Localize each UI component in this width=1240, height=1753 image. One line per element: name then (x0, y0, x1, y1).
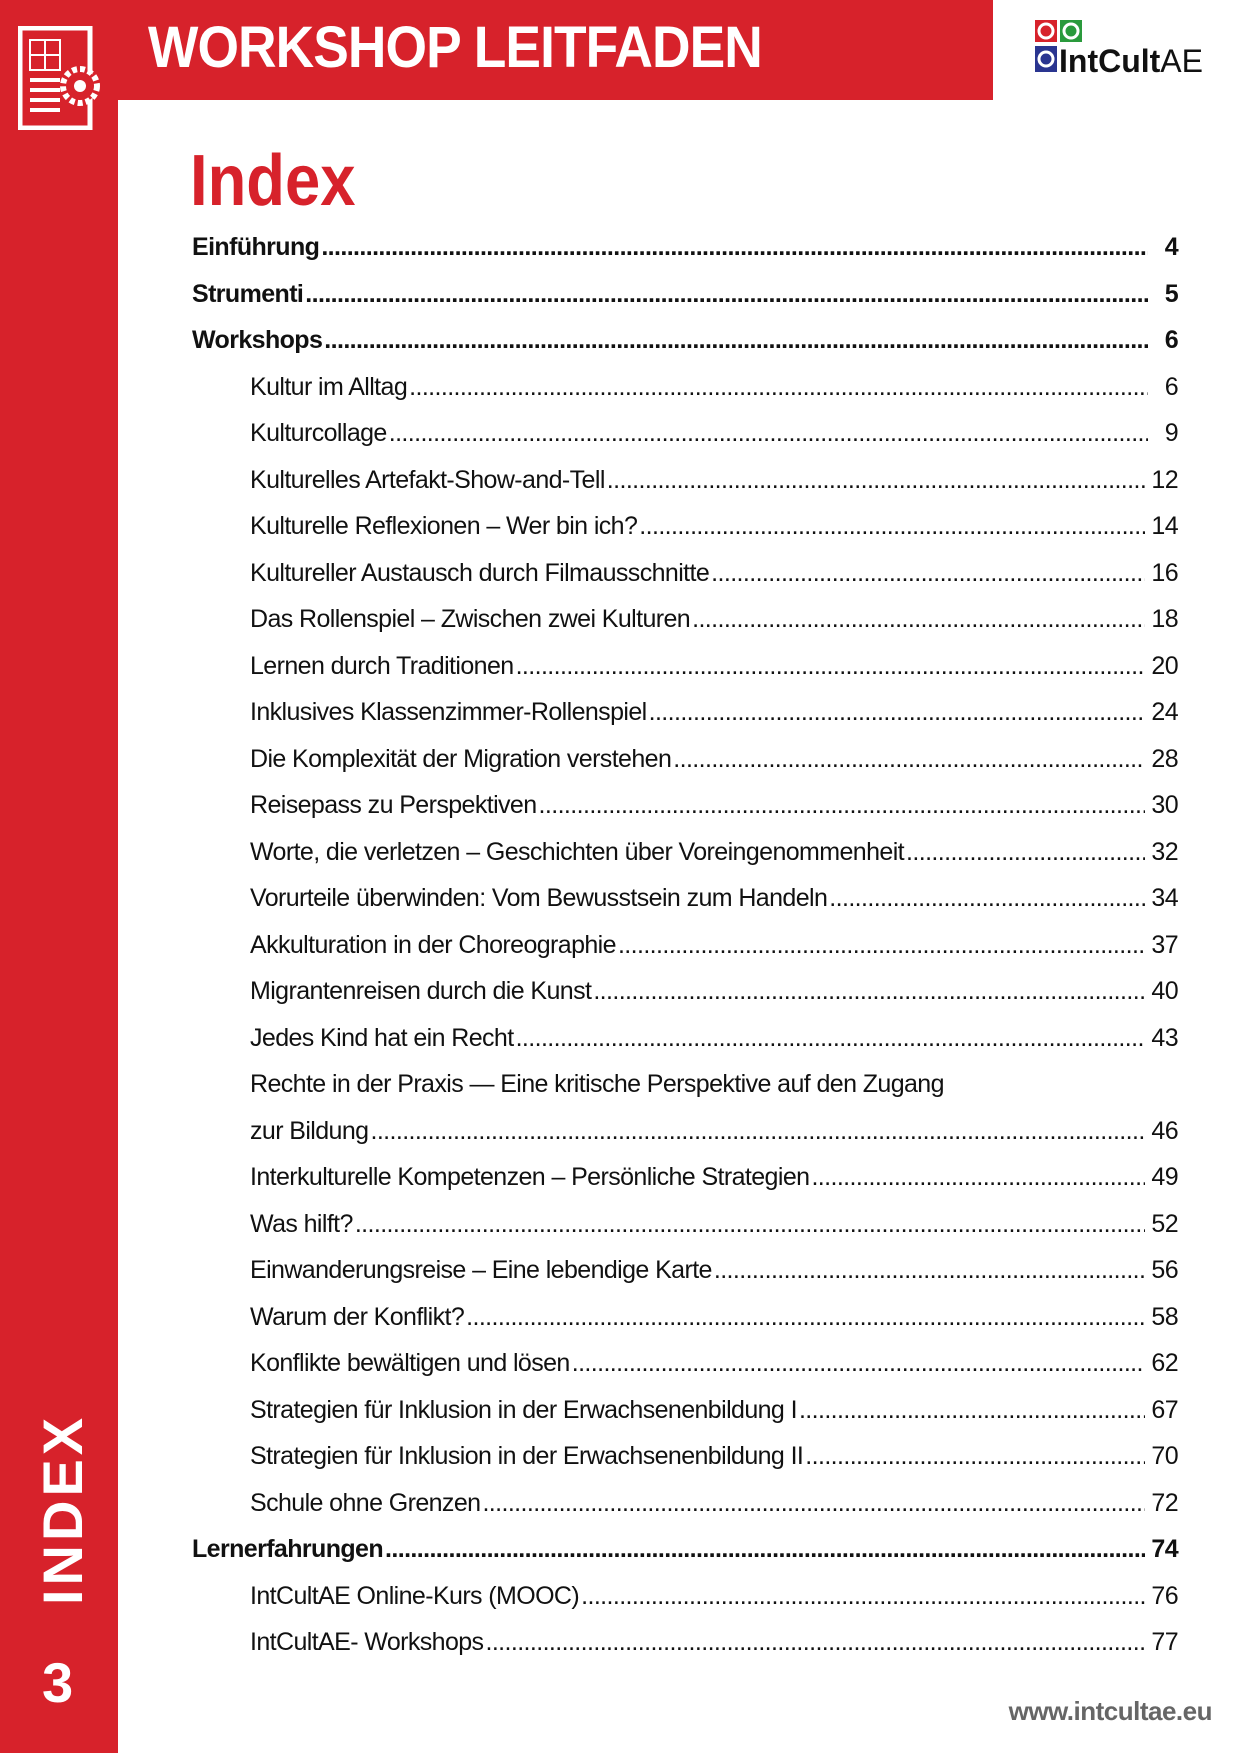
toc-entry-label: IntCultAE- Workshops (250, 1628, 484, 1656)
toc-entry[interactable] (192, 605, 1178, 652)
dot-leader (581, 1582, 1145, 1611)
toc-entry-label: Inklusives Klassenzimmer-Rollenspiel (250, 698, 647, 726)
toc-entry[interactable] (192, 1303, 1178, 1350)
dot-leader (321, 233, 1148, 262)
dot-leader (639, 512, 1145, 541)
toc-entry[interactable] (192, 280, 1178, 327)
toc-entry-label: Konflikte bewältigen und lösen (250, 1349, 570, 1377)
dot-leader (593, 977, 1145, 1006)
toc-entry-page: 70 (1151, 1442, 1178, 1470)
toc-entry-page: 52 (1151, 1209, 1178, 1238)
toc-entry[interactable] (192, 233, 1178, 280)
toc-entry-label: Reisepass zu Perspektiven (250, 791, 537, 819)
toc-entry-page: 49 (1151, 1163, 1178, 1191)
toc-entry-label: Lernerfahrungen (192, 1535, 384, 1563)
toc-entry[interactable] (192, 1535, 1178, 1582)
toc-entry-page: 18 (1151, 605, 1178, 633)
toc-entry-page: 62 (1151, 1349, 1178, 1377)
toc-entry-label: Jedes Kind hat ein Recht (250, 1023, 514, 1052)
toc-entry-page: 12 (1151, 465, 1178, 494)
toc-entry-label: Kultur im Alltag (250, 372, 408, 401)
toc-entry[interactable] (192, 1256, 1178, 1303)
toc-entry[interactable] (192, 1396, 1178, 1443)
toc-entry-label: Was hilft? (250, 1209, 353, 1238)
toc-entry-label: Kulturcollage (250, 419, 387, 447)
toc-entry-page: 9 (1164, 419, 1178, 447)
toc-entry-page: 6 (1164, 372, 1178, 401)
toc-entry[interactable] (192, 1582, 1178, 1629)
dot-leader (370, 1117, 1145, 1146)
dot-leader (409, 373, 1148, 402)
side-label: INDEX (31, 1413, 94, 1605)
toc-entry[interactable] (192, 373, 1178, 420)
dot-leader (692, 605, 1145, 634)
toc-entry-label: Warum der Konflikt? (250, 1302, 465, 1331)
toc-entry[interactable] (192, 466, 1178, 513)
toc-entry[interactable] (192, 931, 1178, 978)
toc-entry-page: 20 (1151, 651, 1178, 680)
toc-entry[interactable] (192, 1163, 1178, 1210)
dot-leader (829, 884, 1145, 913)
toc-entry-page: 67 (1151, 1395, 1178, 1424)
dot-leader (485, 1628, 1145, 1657)
toc-entry-label: Worte, die verletzen – Geschichten über Voreingenommenheit (250, 837, 905, 866)
dot-leader (572, 1349, 1146, 1378)
toc-entry-page: 37 (1151, 930, 1178, 959)
toc-entry-label: Die Komplexität der Migration verstehen (250, 744, 672, 773)
dot-leader (618, 931, 1145, 960)
toc-entry[interactable] (192, 559, 1178, 606)
toc-entry-label: Kulturelle Reflexionen – Wer bin ich? (250, 512, 638, 540)
website-link[interactable]: www.intcultae.eu (1008, 1696, 1212, 1726)
dot-leader (607, 466, 1146, 495)
toc-entry-page: 5 (1164, 279, 1178, 308)
dot-leader (389, 419, 1148, 448)
toc-entry-page: 43 (1151, 1023, 1178, 1052)
dot-leader (385, 1535, 1145, 1564)
toc-entry[interactable] (192, 326, 1178, 373)
dot-leader (516, 1024, 1146, 1053)
toc-entry[interactable] (192, 512, 1178, 559)
toc-entry[interactable] (192, 977, 1178, 1024)
toc-entry[interactable] (192, 419, 1178, 466)
toc-entry-page: 40 (1151, 977, 1178, 1005)
toc-entry-label: Strumenti (192, 279, 304, 308)
toc-entry-label: Workshops (192, 326, 323, 354)
dot-leader (799, 1396, 1145, 1425)
toc-entry-label: Migrantenreisen durch die Kunst (250, 977, 592, 1005)
dot-leader (811, 1163, 1145, 1192)
toc-entry-page: 46 (1151, 1116, 1178, 1145)
toc-entry-label: Lernen durch Traditionen (250, 651, 514, 680)
toc-entry[interactable] (192, 652, 1178, 699)
toc-entry-page: 16 (1151, 558, 1178, 587)
toc-entry[interactable] (192, 698, 1178, 745)
toc-entry[interactable] (192, 1489, 1178, 1536)
toc-entry[interactable] (192, 838, 1178, 885)
dot-leader (673, 745, 1145, 774)
dot-leader (649, 698, 1146, 727)
toc-entry-label: Akkulturation in der Choreographie (250, 930, 616, 959)
toc-entry-page: 74 (1151, 1535, 1178, 1563)
toc-entry-page: 24 (1151, 698, 1178, 726)
toc-entry[interactable] (192, 1442, 1178, 1489)
toc-entry[interactable] (192, 1024, 1178, 1071)
toc-entry-label: Vorurteile überwinden: Vom Bewusstsein zum Handeln (250, 884, 828, 912)
document-gear-icon (18, 26, 100, 130)
intcultae-logo (1035, 20, 1215, 90)
toc-entry-label: Interkulturelle Kompetenzen – Persönliche Strategien (250, 1163, 810, 1191)
toc-entry[interactable] (192, 1070, 1178, 1117)
toc-entry-label: IntCultAE Online-Kurs (MOOC) (250, 1581, 580, 1610)
dot-leader (711, 559, 1145, 588)
toc-entry-label: Das Rollenspiel – Zwischen zwei Kulturen (250, 605, 691, 633)
dot-leader (714, 1256, 1146, 1285)
page-heading: Index (190, 141, 356, 221)
toc-entry-page: 34 (1151, 884, 1178, 912)
toc-entry-page: 72 (1151, 1488, 1178, 1517)
toc-entry-label: Schule ohne Grenzen (250, 1488, 481, 1517)
dot-leader (324, 326, 1148, 355)
toc-entry-label: Rechte in der Praxis — Eine kritische Perspektive auf den Zugang (250, 1070, 944, 1098)
dot-leader (805, 1442, 1145, 1471)
toc-entry[interactable] (192, 1210, 1178, 1257)
toc-entry[interactable] (192, 884, 1178, 931)
toc-entry-label: Einführung (192, 233, 320, 261)
toc-entry[interactable] (192, 791, 1178, 838)
toc-entry-label: Kultureller Austausch durch Filmausschnitte (250, 558, 710, 587)
toc-entry-page: 28 (1151, 744, 1178, 773)
toc-entry-page: 32 (1151, 837, 1178, 866)
toc-entry[interactable] (192, 745, 1178, 792)
dot-leader (466, 1303, 1145, 1332)
toc-entry-page: 76 (1151, 1581, 1178, 1610)
toc-entry[interactable] (192, 1628, 1178, 1675)
toc-entry-label: zur Bildung (250, 1116, 369, 1145)
svg-text:IntCultAE: IntCultAE (1059, 43, 1203, 79)
toc-entry[interactable] (192, 1117, 1178, 1164)
table-of-contents (192, 233, 1178, 1675)
toc-entry-label: Strategien für Inklusion in der Erwachsenenbildung II (250, 1442, 804, 1470)
toc-entry-page: 58 (1151, 1302, 1178, 1331)
page-number: 3 (42, 1651, 74, 1714)
toc-entry-page: 6 (1164, 326, 1178, 354)
toc-entry-label: Einwanderungsreise – Eine lebendige Karte (250, 1256, 712, 1284)
toc-entry[interactable] (192, 1349, 1178, 1396)
toc-entry-page: 56 (1151, 1256, 1178, 1284)
header-title: WORKSHOP LEITFADEN (148, 15, 762, 80)
toc-entry-page: 14 (1151, 512, 1178, 540)
toc-entry-label: Kulturelles Artefakt-Show-and-Tell (250, 465, 605, 494)
dot-leader (906, 838, 1145, 867)
toc-entry-page: 30 (1151, 791, 1178, 819)
dot-leader (539, 791, 1146, 820)
toc-entry-label: Strategien für Inklusion in der Erwachsenenbildung I (250, 1395, 797, 1424)
dot-leader (516, 652, 1146, 681)
toc-entry-page: 4 (1164, 233, 1178, 261)
dot-leader (305, 280, 1148, 309)
dot-leader (355, 1210, 1146, 1239)
toc-entry-page: 77 (1151, 1628, 1178, 1656)
dot-leader (482, 1489, 1145, 1518)
